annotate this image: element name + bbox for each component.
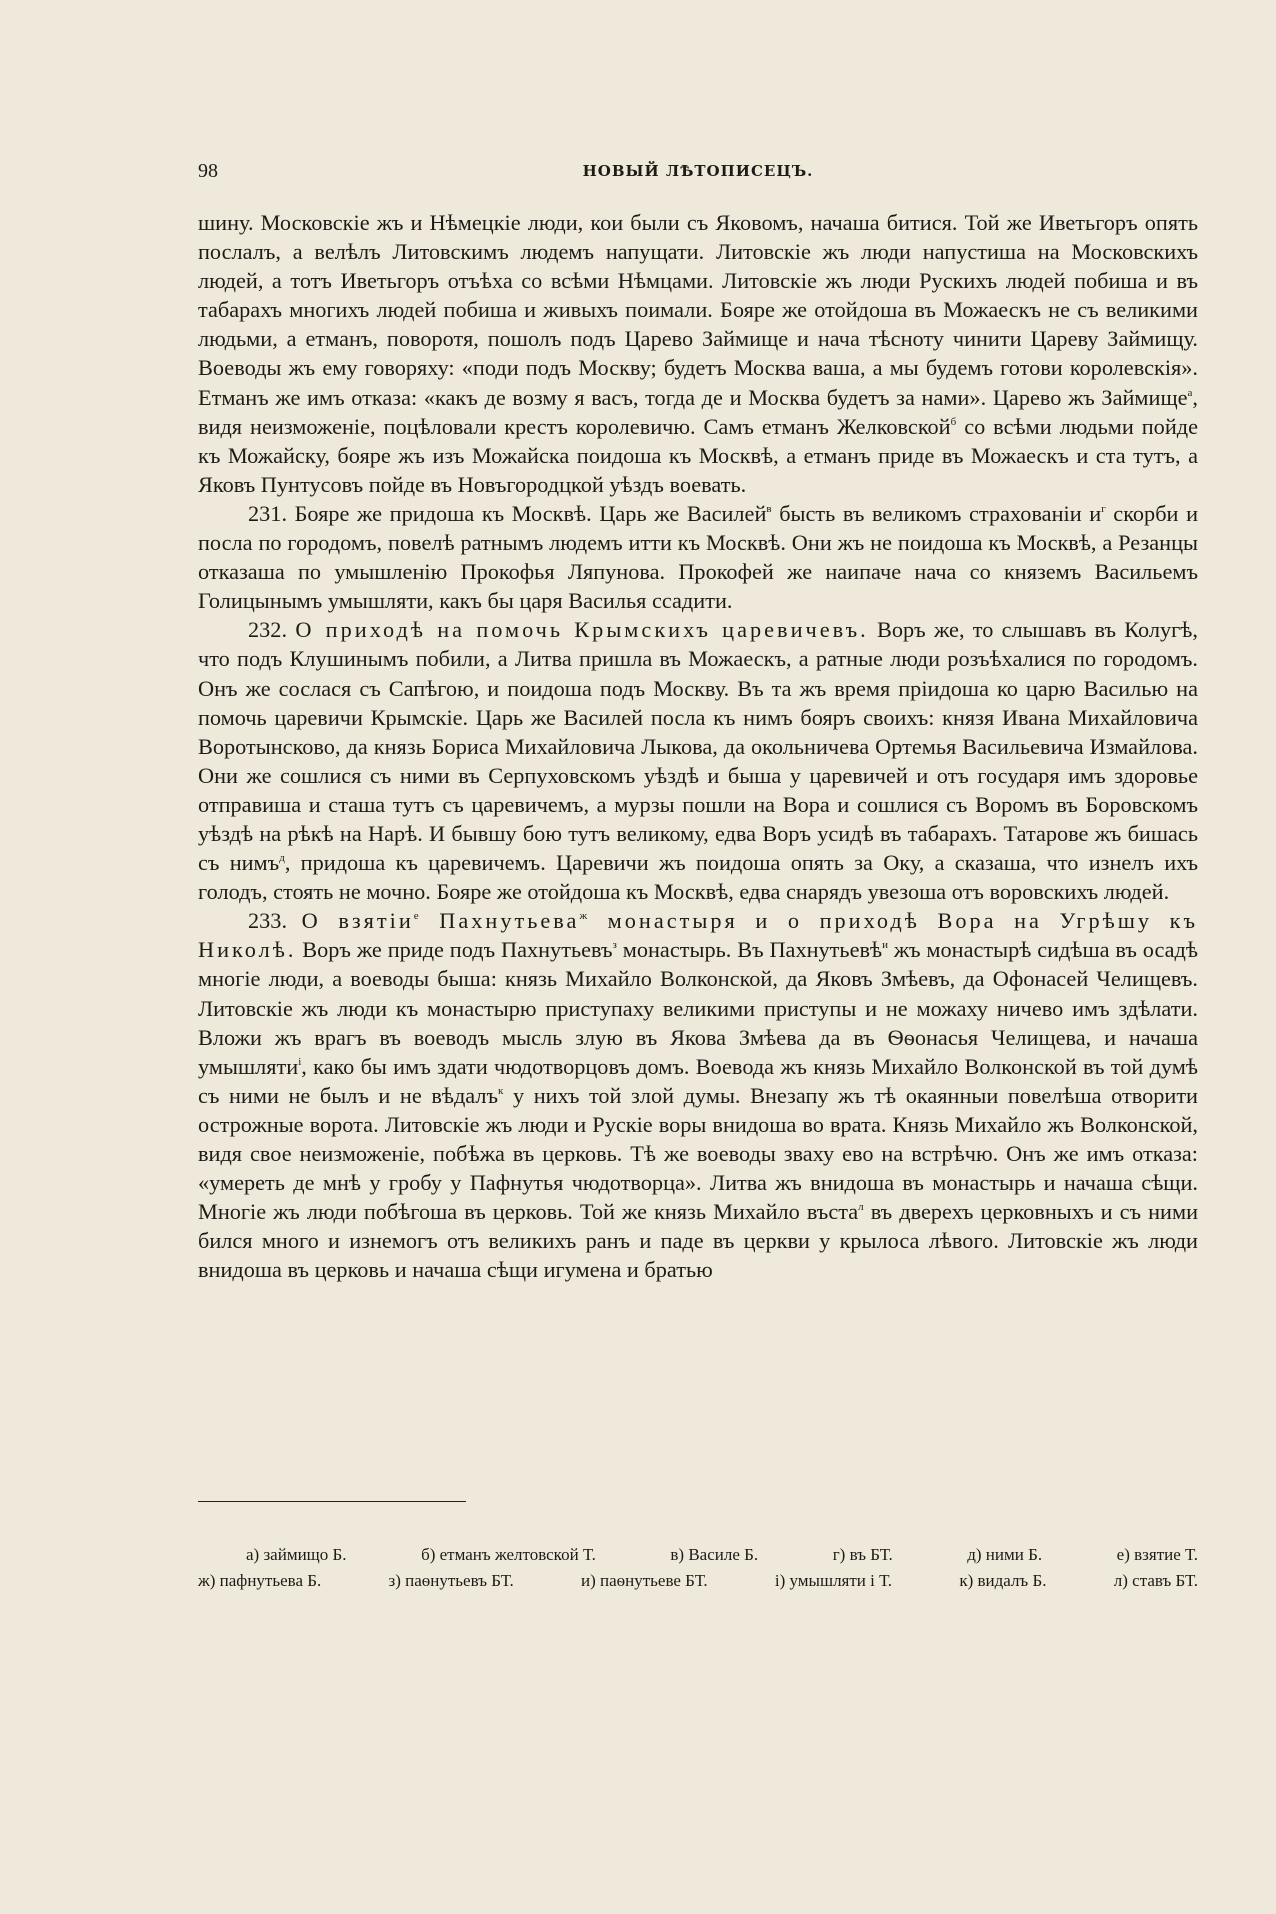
footnote-item: к) видалъ Б. xyxy=(959,1571,1047,1590)
paragraph-continuation: шину. Московскіе жъ и Нѣмецкіе люди, кои были съ Яковомъ, начаша битися. Той же Иветьгоръ опять послалъ, а велѣлъ Литовскимъ людемъ напущати. Литовскіе жъ люди напустиша на Московскихъ людей, а тотъ Иветьгоръ отъѣха со всѣми Нѣмцами. Литовскіе жъ люди Рускихъ людей побиша и въ табарахъ многихъ людей побиша и живыхъ поимали. Бояре же отойдоша въ Можаескъ не съ великими людьми, а етманъ, поворотя, пошолъ подъ Царево Займище и нача тѣсноту чинити Цареву Займищу. Воеводы жъ ему говоряху: «поди подъ Москву; будетъ Москва ваша, а мы будемъ готови королевскія». Етманъ же имъ отказа: «какъ де возму я васъ, тогда де и Москва будетъ за нами». Царево жъ Займище$^а$, видя неизможеніе, поцѣловали крестъ королевичю. Самъ етманъ Желковской$^б$ со всѣми людьми пойде къ Можайску, бояре жъ изъ Можайска поидоша къ Москвѣ, а етманъ приде въ Можаескъ и ста тутъ, а Яковъ Пунтусовъ пойде въ Новъгородцкой уѣздъ воевать. xyxy=(198,210,1198,497)
section-title: О взятіи$^е$ Пахнутьева$^ж$ монастыря и о приходѣ Вора на Угрѣшу къ Николѣ. xyxy=(198,908,1199,963)
footnote-marker: и xyxy=(882,939,889,952)
footnote-item: д) ними Б. xyxy=(967,1545,1043,1564)
footnote-marker: к xyxy=(498,1084,504,1097)
page-header xyxy=(198,160,1198,190)
footnote-marker: г xyxy=(1101,502,1106,515)
main-text xyxy=(198,208,1198,1284)
footnote-line xyxy=(198,1568,1198,1594)
footnote-marker: д xyxy=(279,852,285,865)
footnote-item: з) паѳнутьевъ БТ. xyxy=(388,1571,514,1590)
footnote-item: а) займищо Б. xyxy=(246,1545,347,1564)
footnote-marker: л xyxy=(858,1201,864,1214)
footnote-item: и) паѳнутьеве БТ. xyxy=(580,1571,708,1590)
footnote-item: і) умышляти і Т. xyxy=(774,1571,893,1590)
footnote-divider xyxy=(198,1501,466,1502)
footnote-item: г) въ БТ. xyxy=(832,1545,893,1564)
footnote-item: л) ставъ БТ. xyxy=(1113,1571,1198,1590)
footnote-marker: в xyxy=(766,502,772,515)
footnotes xyxy=(198,1542,1198,1594)
footnote-marker: з xyxy=(612,939,617,952)
footnote-line xyxy=(198,1542,1198,1568)
footnote-item: б) етманъ желтовской Т. xyxy=(421,1545,596,1564)
paragraph-232: 232. О приходѣ на помочь Крымскихъ царевичевъ. Воръ же, то слышавъ въ Колугѣ, что подъ Клушинымъ побили, а Литва пришла въ Можаескъ, а ратные люди розъѣхалися по городомъ. Онъ же сослася съ Сапѣгою, и поидоша подъ Москву. Въ та жъ время пріидоша ко царю Василью на помочь царевичи Крымскіе. Царь же Василей посла къ нимъ бояръ своихъ: князя Ивана Михайловича Воротынсково, да князь Бориса Михайловича Лыкова, да окольничева Ортемья Васильевича Измайлова. Они же сошлися съ ними въ Серпуховскомъ уѣздѣ и быша у царевичей и отъ государя имъ здоровье отправиша и сташа тутъ съ царевичемъ, а мурзы пошли на Вора и сошлися съ Воромъ въ Боровскомъ уѣздѣ на рѣкѣ на Нарѣ. И бывшу бою тутъ великому, едва Воръ усидѣ въ табарахъ. Татарове жъ бишась съ нимъ$^д$, придоша къ царевичемъ. Царевичи жъ поидоша опять за Оку, а сказаша, что изнелъ ихъ голодъ, стоять не мочно. Бояре же отойдоша къ Москвѣ, едва снарядъ увезоша отъ воровскихъ людей. xyxy=(198,617,1198,905)
footnote-marker: а xyxy=(1187,386,1193,399)
footnote-marker: ж xyxy=(579,910,591,923)
footnote-marker: і xyxy=(298,1055,302,1068)
footnote-marker: б xyxy=(950,415,957,428)
running-title: НОВЫЙ ЛѢТОПИСЕЦЪ. xyxy=(582,162,814,180)
footnote-item: в) Василе Б. xyxy=(670,1545,759,1564)
paragraph-231: 231. Бояре же придоша къ Москвѣ. Царь же Василей$^в$ бысть въ великомъ страхованіи $и^г$ скорби и посла по городомъ, повелѣ ратнымъ людемъ итти къ Москвѣ. Они жъ не поидоша къ Москвѣ, а Резанцы отказаша по умышленію Прокофья Ляпунова. Прокофей же наипаче нача со княземъ Васильемъ Голицынымъ умышляти, какъ бы царя Василья ссадити. xyxy=(198,500,1199,614)
footnote-item: е) взятие Т. xyxy=(1116,1545,1198,1564)
section-title: О приходѣ на помочь Крымскихъ царевичевъ. xyxy=(295,617,869,643)
page-number: 98 xyxy=(198,160,218,182)
paragraph-233: 233. О взятіи$^е$ Пахнутьева$^ж$ монастыря и о приходѣ Вора на Угрѣшу къ Николѣ. Воръ же приде подъ Пахнутьевъ$^з$ монастырь. Въ Пахнутьевѣ$^и$ жъ монастырѣ сидѣша въ осадѣ многіе люди, а воеводы быша: князь Михайло Волконской, да Яковъ Змѣевъ, да Офонасей Челищевъ. Литовскіе жъ люди къ монастырю приступаху великими приступы и не можаху ничево имъ здѣлати. Вложи жъ врагъ въ воеводъ мысль злую въ Якова Змѣева да въ Ѳѳонасья Челищева, и начаша умышляти$^і$, како бы имъ здати чюдотворцовъ домъ. Воевода жъ князь Михайло Волконской въ той думѣ съ ними не былъ и не вѣдалъ$^к$ у нихъ той злой думы. Внезапу жъ тѣ окаянныи повелѣша отворити острожные ворота. Литовскіе жъ люди и Рускіе воры внидоша во врата. Князь Михайло жъ Волконской, видя свое неизможеніе, побѣжа въ церковь. Тѣ же воеводы зваху ево на встрѣчю. Онъ же имъ отказа: «умереть де мнѣ у гробу у Пафнутья чюдотворца». Литва жъ внидоша въ монастырь и начаша сѣщи. Многіе жъ люди побѣгоша въ церковь. Той же князь Михайло въста$^л$ въ дверехъ церковныхъ и съ ними бился много и изнемогъ отъ великихъ ранъ и паде въ церкви у крылоса лѣвого. Литовскіе жъ люди внидоша въ церковь и начаша сѣщи игумена и братью xyxy=(198,908,1199,1283)
footnote-marker: е xyxy=(413,910,422,923)
footnote-item: ж) пафнутьева Б. xyxy=(198,1571,322,1590)
